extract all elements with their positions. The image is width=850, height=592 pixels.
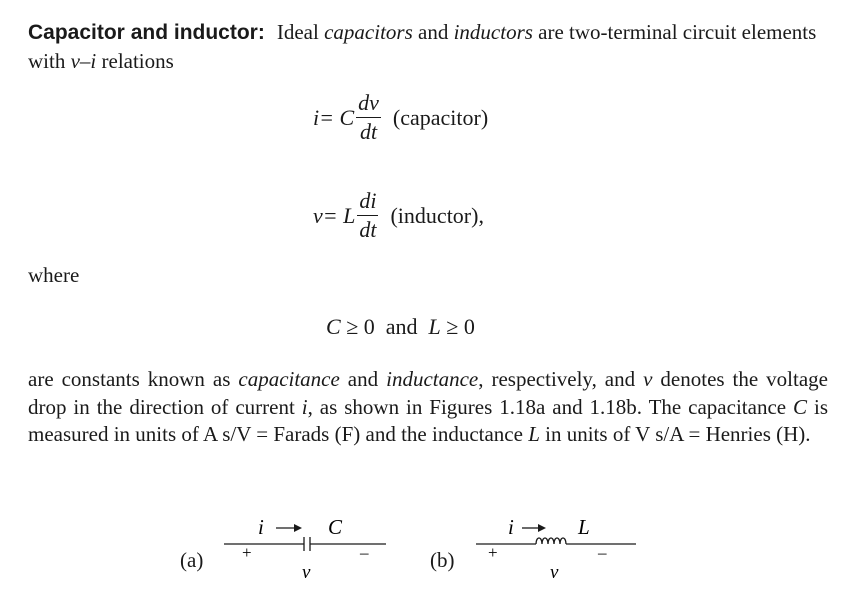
cond-text: ≥ 0 and xyxy=(340,314,429,339)
para-text: are constants known as xyxy=(28,367,239,391)
voltage-label: v xyxy=(550,562,559,583)
inductor-equation xyxy=(313,190,484,241)
current-label: i xyxy=(258,515,264,539)
eq-fraction xyxy=(357,190,378,241)
var-i: i xyxy=(301,394,308,419)
minus-terminal: – xyxy=(598,543,607,562)
inductor-coil-icon xyxy=(476,538,636,544)
para-text: denotes the voltage drop in the direction of current xyxy=(28,367,828,419)
para-text: and xyxy=(339,367,387,391)
section-heading: Capacitor and inductor: xyxy=(28,21,265,44)
intro-text: relations xyxy=(96,49,174,73)
plus-terminal: + xyxy=(488,543,498,562)
inductor-diagram xyxy=(470,512,650,584)
element-label: C xyxy=(328,515,343,539)
current-label: i xyxy=(508,515,514,539)
para-text: , respectively, and xyxy=(478,367,644,391)
eq-denominator: dt xyxy=(359,119,378,144)
eq-rhs-coef: = L xyxy=(322,202,356,228)
eq-lhs: i xyxy=(313,104,320,130)
intro-text: are two-terminal circuit elements with xyxy=(28,20,817,73)
eq-fraction xyxy=(356,92,381,143)
intro-text: Ideal xyxy=(276,20,325,44)
eq-label: (capacitor) xyxy=(392,104,489,130)
para-text: , as shown in Figures 1.18a and 1.18b. The capacitance xyxy=(307,394,794,419)
para-text: in units of V s/A = Henries (H). xyxy=(539,422,811,446)
cond-l: L xyxy=(428,314,441,339)
voltage-label: v xyxy=(302,562,311,583)
eq-denominator: dt xyxy=(359,217,377,242)
eq-numerator: di xyxy=(357,190,378,216)
minus-terminal: – xyxy=(360,543,369,562)
current-arrow-icon xyxy=(276,524,302,532)
where-text: where xyxy=(28,263,80,287)
cond-text: ≥ 0 xyxy=(440,314,475,339)
var-v: v xyxy=(643,367,653,391)
intro-paragraph xyxy=(28,18,828,76)
current-arrow-icon xyxy=(522,524,546,532)
intro-term-inductors: inductors xyxy=(453,20,533,44)
term-capacitance: capacitance xyxy=(238,367,340,391)
eq-rhs-coef: = C xyxy=(319,104,355,130)
eq-lhs: v xyxy=(313,202,323,228)
intro-term-capacitors: capacitors xyxy=(324,20,413,44)
plus-terminal: + xyxy=(242,543,252,562)
capacitor-equation xyxy=(313,92,488,143)
cond-c: C xyxy=(326,314,341,339)
capacitor-diagram xyxy=(210,512,410,584)
intro-vi: v–i xyxy=(70,49,97,73)
figure-a-label: (a) xyxy=(180,548,204,572)
para-text: is measured in units of A s/V = Farads (F) and the inductance xyxy=(28,394,828,446)
term-inductance: inductance xyxy=(386,367,479,391)
body-paragraph xyxy=(28,366,828,449)
var-c: C xyxy=(793,394,808,419)
conditions-equation xyxy=(326,314,475,340)
element-label: L xyxy=(578,515,590,539)
eq-label: (inductor), xyxy=(390,202,484,228)
eq-numerator: dv xyxy=(356,92,381,118)
figure-b-label: (b) xyxy=(430,548,455,572)
var-l: L xyxy=(528,422,540,446)
intro-text: and xyxy=(412,20,454,44)
